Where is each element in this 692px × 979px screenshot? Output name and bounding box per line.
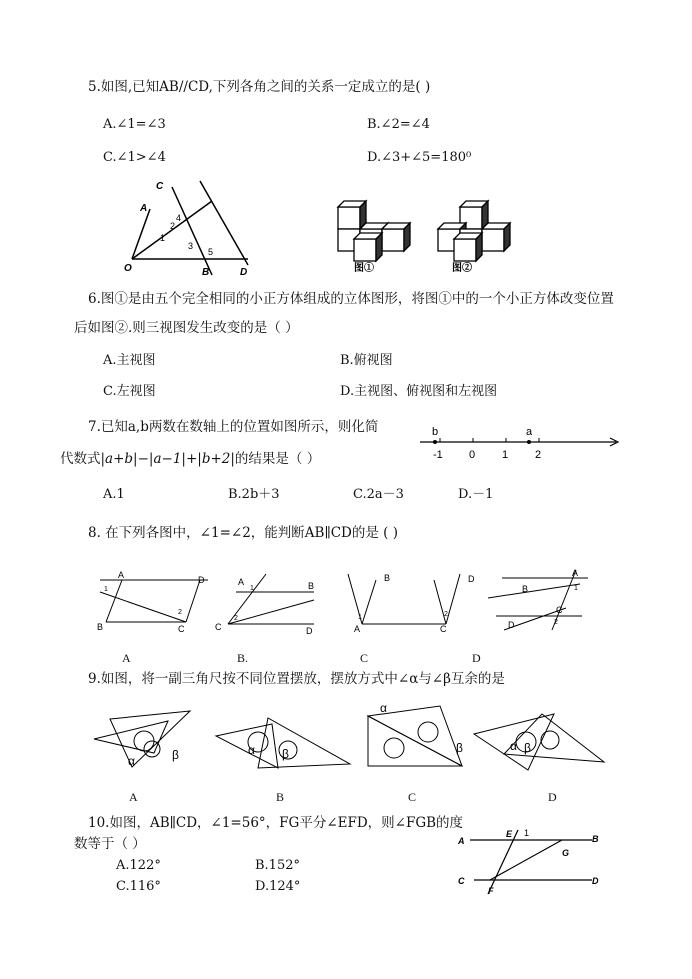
- q10-option-c: C.116°: [116, 879, 161, 894]
- q10-option-d: D.124°: [255, 879, 301, 894]
- q7-tick-2: 2: [535, 449, 542, 461]
- q5-option-b: B.∠2=∠4: [367, 117, 430, 132]
- svg-text:β: β: [172, 748, 179, 762]
- q8-figure-b: [210, 572, 335, 634]
- q9-caption-a: A: [129, 790, 138, 804]
- q5-label-5: 5: [208, 247, 214, 257]
- q5-cube-figure-2: [432, 193, 524, 273]
- q5-option-a: A.∠1=∠3: [103, 117, 166, 132]
- q7-option-d: D.－1: [458, 487, 494, 502]
- q5-label-3: 3: [188, 241, 194, 251]
- q8-stem: 8. 在下列各图中，∠1=∠2，能判断AB∥CD的是 ( ): [88, 525, 398, 541]
- q10-stem-line1: 10.如图，AB∥CD，∠1=56°，FG平分∠EFD，则∠FGB的度: [88, 815, 464, 831]
- svg-text:C: C: [215, 622, 222, 632]
- q6-stem-line1: 6.图①是由五个完全相同的小正方体组成的立体图形，将图①中的一个小正方体改变位置: [88, 291, 614, 307]
- svg-text:B: B: [384, 573, 391, 583]
- svg-text:2: 2: [234, 615, 238, 622]
- svg-text:B: B: [97, 622, 104, 632]
- q9-figure-a: [92, 705, 202, 770]
- q7-tick-minus1: -1: [433, 449, 443, 461]
- q5-label-a: A: [140, 203, 148, 214]
- q5-label-c: C: [156, 181, 164, 192]
- svg-text:D: D: [306, 626, 313, 636]
- q7-option-b: B.2b＋3: [228, 487, 280, 502]
- q8-caption-b: B.: [237, 651, 249, 665]
- svg-text:B: B: [308, 581, 315, 591]
- svg-text:β: β: [282, 747, 289, 761]
- q5-label-o: O: [124, 263, 132, 274]
- svg-text:A: A: [354, 624, 361, 634]
- q9-caption-d: D: [548, 790, 557, 804]
- q10-label-b: B: [592, 834, 599, 844]
- q7-option-a: A.1: [103, 487, 125, 502]
- q9-figure-c: [364, 698, 474, 770]
- q7-point-b-label: b: [432, 426, 439, 438]
- svg-text:α: α: [380, 701, 387, 715]
- q7-number-line: [418, 424, 624, 464]
- q5-label-1: 1: [160, 233, 166, 243]
- q6-option-d: D.主视图、俯视图和左视图: [340, 384, 498, 399]
- q9-stem: 9.如图，将一副三角尺按不同位置摆放，摆放方式中∠α与∠β互余的是: [88, 671, 505, 687]
- q7-stem-prefix: 代数式: [60, 451, 101, 467]
- q10-option-a: A.122°: [116, 858, 161, 873]
- q7-expression: |a+b|−|a−1|+|b+2|: [100, 451, 235, 467]
- svg-text:1: 1: [104, 586, 108, 593]
- svg-text:B: B: [522, 584, 529, 594]
- svg-text:C: C: [178, 624, 185, 634]
- q10-option-b: B.152°: [255, 858, 300, 873]
- q10-label-a: A: [458, 836, 465, 846]
- svg-text:A: A: [572, 568, 579, 578]
- q9-caption-c: C: [408, 790, 417, 804]
- q10-label-c: C: [458, 876, 465, 886]
- q5-cube-caption-2: 图②: [452, 263, 472, 274]
- svg-text:D: D: [508, 620, 515, 630]
- q7-tick-0: 0: [469, 449, 476, 461]
- q10-label-g: G: [562, 848, 570, 858]
- q8-figure-d: [482, 568, 607, 634]
- q7-stem-line2: [60, 451, 320, 467]
- q6-option-c: C.左视图: [103, 384, 156, 399]
- q7-option-c: C.2a－3: [353, 487, 404, 502]
- q8-caption-d: D: [472, 651, 481, 665]
- svg-text:β: β: [456, 741, 463, 755]
- q5-cube-figure-1: [332, 193, 424, 273]
- svg-text:2: 2: [554, 619, 558, 626]
- q7-point-a-label: a: [526, 426, 533, 438]
- q6-option-a: A.主视图: [103, 353, 156, 368]
- q8-figure-c: [336, 572, 475, 634]
- q5-label-2: 2: [170, 221, 176, 231]
- q7-stem-line1: 7.已知a,b两数在数轴上的位置如图所示，则化简: [88, 419, 379, 435]
- svg-text:C: C: [440, 624, 447, 634]
- svg-text:A: A: [118, 570, 125, 580]
- q9-figure-b: [212, 712, 352, 768]
- q6-stem-line2: 后如图②.则三视图发生改变的是（ ）: [74, 320, 299, 336]
- svg-text:D: D: [198, 575, 205, 585]
- q10-stem-line2: 数等于（ ）: [74, 836, 146, 852]
- q8-caption-a: A: [122, 651, 131, 665]
- q5-option-d: D.∠3+∠5=180⁰: [367, 150, 472, 165]
- q5-parallel-lines-figure: [120, 175, 260, 278]
- svg-text:C: C: [556, 605, 563, 615]
- svg-text:1: 1: [250, 585, 254, 592]
- q10-label-f: F: [488, 886, 494, 896]
- q7-stem-suffix: 的结果是（ ）: [234, 451, 321, 467]
- q5-label-d: D: [240, 267, 248, 278]
- svg-text:A: A: [238, 577, 245, 587]
- q5-cube-caption-1: 图①: [354, 263, 374, 274]
- q7-tick-1: 1: [502, 449, 509, 461]
- q10-label-1: 1: [524, 828, 530, 838]
- svg-text:D: D: [468, 574, 475, 584]
- q5-label-4: 4: [176, 213, 182, 223]
- q6-option-b: B.俯视图: [340, 353, 393, 368]
- svg-text:2: 2: [178, 609, 182, 616]
- q10-parallel-lines-figure: [452, 824, 612, 898]
- q10-label-d: D: [592, 876, 599, 886]
- svg-text:1: 1: [574, 585, 578, 592]
- q9-figure-d: [470, 710, 610, 770]
- svg-text:α: α: [128, 754, 135, 768]
- svg-text:β: β: [524, 741, 531, 755]
- svg-text:α: α: [248, 743, 255, 757]
- q5-stem: 5.如图,已知AB//CD,下列各角之间的关系一定成立的是( ): [88, 79, 431, 95]
- q10-label-e: E: [506, 829, 513, 839]
- svg-text:2: 2: [444, 611, 448, 618]
- q9-caption-b: B: [276, 790, 285, 804]
- svg-text:α: α: [510, 739, 517, 753]
- q8-figure-a: [92, 572, 217, 634]
- q5-label-b: B: [202, 267, 210, 278]
- svg-text:1: 1: [358, 614, 362, 621]
- q8-caption-c: C: [360, 651, 369, 665]
- q5-option-c: C.∠1>∠4: [103, 150, 166, 165]
